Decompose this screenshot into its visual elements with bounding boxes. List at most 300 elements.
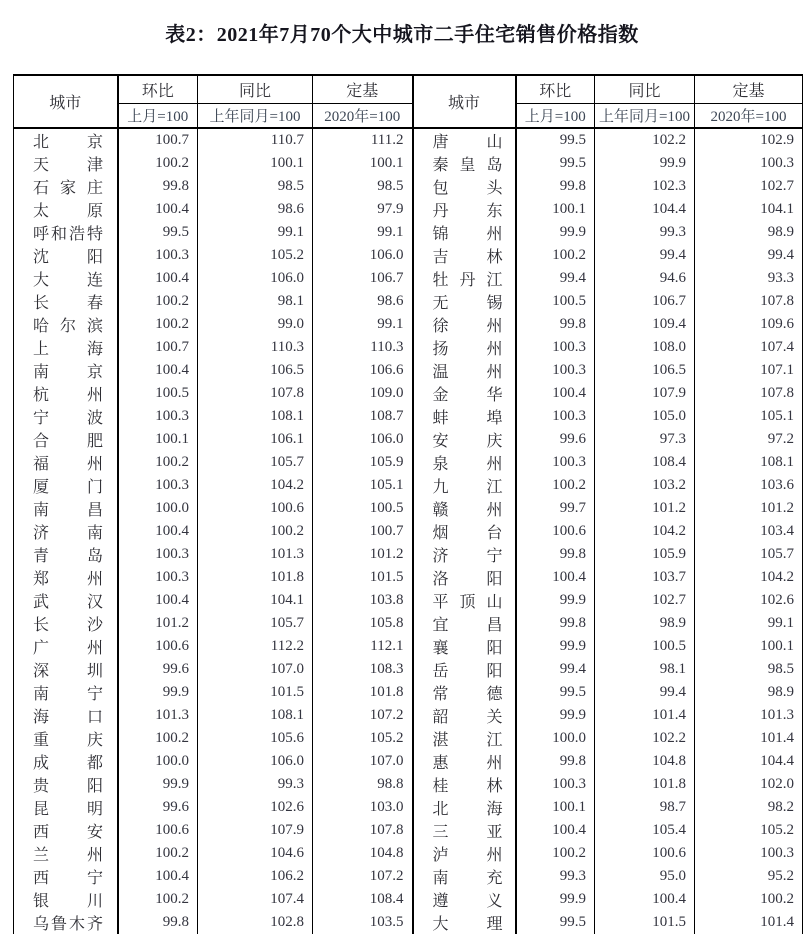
table-row [14,175,803,198]
mom-value-left: 100.3 [118,543,198,566]
city-name: 赣州 [432,502,503,519]
city-name: 石家庄 [33,180,103,197]
mom-value-right: 99.5 [516,128,595,152]
table-row [14,336,803,359]
city-name: 北京 [33,134,103,151]
city-name: 西宁 [33,870,103,887]
mom-value-right: 100.5 [516,290,595,313]
table-row [14,497,803,520]
mom-value-right: 99.8 [516,313,595,336]
mom-value-left: 100.6 [118,635,198,658]
table-row [14,681,803,704]
mom-value-left: 100.4 [118,865,198,888]
yoy-value-left: 107.0 [198,658,313,681]
city-cell-right [413,405,516,428]
city-cell-left [14,336,118,359]
mom-value-right: 99.9 [516,888,595,911]
mom-value-left: 100.2 [118,727,198,750]
base-value-right: 104.2 [760,569,794,585]
yoy-value-right: 98.7 [595,796,695,819]
city-name: 南京 [33,364,103,381]
city-cell-right [413,520,516,543]
city-cell-left [14,221,118,244]
mom-value-right: 100.4 [516,819,595,842]
base-value-right: 99.1 [767,615,794,631]
city-name: 常德 [432,686,503,703]
header-city-left: 城市 [14,75,118,128]
base-value-right: 107.4 [760,339,794,355]
city-name: 锦州 [432,226,503,243]
yoy-value-left: 106.2 [198,865,313,888]
yoy-value-left: 98.1 [198,290,313,313]
base-value-left: 107.2 [313,865,413,888]
yoy-value-right: 101.8 [595,773,695,796]
base-value-right: 100.3 [760,155,794,171]
table-header [14,75,803,128]
mom-value-right: 100.3 [516,773,595,796]
base-value-right: 102.0 [760,776,794,792]
mom-value-left: 100.2 [118,152,198,175]
table-row [14,313,803,336]
city-cell-left [14,359,118,382]
base-value-right: 105.2 [760,822,794,838]
mom-value-left: 101.2 [118,612,198,635]
base-value-left: 108.4 [313,888,413,911]
city-name: 南宁 [33,686,103,703]
yoy-value-left: 101.3 [198,543,313,566]
city-name: 桂林 [432,778,503,795]
city-cell-left [14,405,118,428]
city-cell-left [14,635,118,658]
base-value-left: 105.2 [313,727,413,750]
table-row [14,221,803,244]
subheader-base-right: 2020年=100 [695,104,803,129]
yoy-value-left: 102.6 [198,796,313,819]
mom-value-right: 99.4 [516,267,595,290]
mom-value-left: 100.2 [118,290,198,313]
mom-value-right: 99.9 [516,635,595,658]
city-cell-left [14,382,118,405]
yoy-value-left: 100.1 [198,152,313,175]
city-cell-right [413,819,516,842]
city-name: 岳阳 [432,663,503,680]
base-value-left: 106.6 [313,359,413,382]
yoy-value-right: 102.7 [595,589,695,612]
table-body [14,128,803,934]
city-cell-left [14,911,118,934]
yoy-value-left: 104.1 [198,589,313,612]
header-yoy-left: 同比 [198,75,313,104]
header-base-left: 定基 [313,75,413,104]
mom-value-right: 99.9 [516,221,595,244]
yoy-value-right: 105.9 [595,543,695,566]
city-cell-right [413,497,516,520]
base-value-right: 100.1 [760,638,794,654]
mom-value-left: 99.6 [118,796,198,819]
mom-value-left: 100.3 [118,244,198,267]
table-row [14,796,803,819]
base-value-left: 97.9 [313,198,413,221]
base-value-left: 107.0 [313,750,413,773]
base-value-right: 104.1 [760,201,794,217]
mom-value-left: 100.2 [118,313,198,336]
yoy-value-right: 100.4 [595,888,695,911]
city-name: 贵阳 [33,778,103,795]
city-name: 温州 [432,364,503,381]
mom-value-left: 100.4 [118,359,198,382]
table-row [14,888,803,911]
city-name: 天津 [33,157,103,174]
yoy-value-left: 106.5 [198,359,313,382]
city-name: 兰州 [33,847,103,864]
base-value-left: 112.1 [313,635,413,658]
yoy-value-left: 112.2 [198,635,313,658]
table-row [14,658,803,681]
header-row-1 [14,75,803,104]
city-cell-right [413,128,516,152]
city-name: 郑州 [33,571,103,588]
city-name: 济宁 [432,548,503,565]
yoy-value-right: 101.5 [595,911,695,934]
city-name: 重庆 [33,732,103,749]
mom-value-right: 99.9 [516,589,595,612]
city-cell-right [413,612,516,635]
city-cell-right [413,474,516,497]
city-name: 昆明 [33,801,103,818]
table-title: 表2：2021年7月70个大中城市二手住宅销售价格指数 [165,24,639,46]
base-value-left: 101.2 [313,543,413,566]
base-value-right: 98.9 [767,684,794,700]
city-name: 宜昌 [432,617,503,634]
city-cell-right [413,152,516,175]
header-row-2 [14,104,803,129]
city-name: 无锡 [432,295,503,312]
mom-value-right: 99.3 [516,865,595,888]
base-value-right: 100.2 [760,891,794,907]
header-base-right: 定基 [695,75,803,104]
city-cell-right [413,543,516,566]
mom-value-right: 99.8 [516,175,595,198]
mom-value-left: 100.0 [118,750,198,773]
yoy-value-right: 94.6 [595,267,695,290]
yoy-value-right: 105.4 [595,819,695,842]
table-row [14,267,803,290]
city-cell-right [413,589,516,612]
mom-value-right: 99.8 [516,750,595,773]
yoy-value-left: 105.6 [198,727,313,750]
base-value-right: 109.6 [760,316,794,332]
mom-value-right: 100.3 [516,405,595,428]
mom-value-right: 100.3 [516,359,595,382]
city-cell-right [413,359,516,382]
base-value-left: 104.8 [313,842,413,865]
yoy-value-left: 106.1 [198,428,313,451]
mom-value-left: 99.5 [118,221,198,244]
city-cell-right [413,244,516,267]
city-cell-right [413,221,516,244]
city-name: 平顶山 [432,594,503,611]
yoy-value-right: 104.4 [595,198,695,221]
mom-value-right: 99.8 [516,543,595,566]
city-name: 安庆 [432,433,503,450]
city-cell-right [413,382,516,405]
subheader-yoy-left: 上年同月=100 [198,104,313,129]
city-name: 蚌埠 [432,410,503,427]
table-row [14,704,803,727]
city-name: 遵义 [432,893,503,910]
mom-value-left: 100.4 [118,589,198,612]
city-name: 秦皇岛 [432,157,503,174]
city-cell-left [14,520,118,543]
yoy-value-left: 99.3 [198,773,313,796]
city-cell-right [413,175,516,198]
base-value-right: 99.4 [767,247,794,263]
yoy-value-left: 105.7 [198,451,313,474]
table-row [14,819,803,842]
base-value-right: 105.1 [760,408,794,424]
city-cell-right [413,888,516,911]
table-row [14,635,803,658]
base-value-left: 108.7 [313,405,413,428]
yoy-value-right: 98.1 [595,658,695,681]
city-cell-left [14,543,118,566]
yoy-value-left: 106.0 [198,750,313,773]
mom-value-right: 100.6 [516,520,595,543]
mom-value-right: 100.1 [516,198,595,221]
mom-value-left: 100.7 [118,336,198,359]
city-cell-left [14,750,118,773]
yoy-value-left: 104.6 [198,842,313,865]
table-row [14,198,803,221]
base-value-right: 101.4 [760,914,794,930]
mom-value-left: 100.4 [118,267,198,290]
base-value-left: 101.5 [313,566,413,589]
city-name: 泸州 [432,847,503,864]
yoy-value-left: 107.9 [198,819,313,842]
city-name: 北海 [432,801,503,818]
mom-value-left: 99.8 [118,911,198,934]
yoy-value-right: 104.2 [595,520,695,543]
base-value-right: 108.1 [760,454,794,470]
yoy-value-right: 107.9 [595,382,695,405]
base-value-right: 103.4 [760,523,794,539]
yoy-value-left: 108.1 [198,704,313,727]
mom-value-left: 100.4 [118,520,198,543]
city-name: 金华 [432,387,503,404]
mom-value-left: 100.7 [118,128,198,152]
table-row [14,773,803,796]
base-value-right: 107.8 [760,385,794,401]
city-cell-right [413,911,516,934]
yoy-value-left: 99.0 [198,313,313,336]
table-row [14,152,803,175]
city-cell-right [413,313,516,336]
yoy-value-right: 101.4 [595,704,695,727]
city-name: 长春 [33,295,103,312]
yoy-value-left: 110.7 [198,128,313,152]
city-name: 西安 [33,824,103,841]
city-name: 九江 [432,479,503,496]
city-cell-right [413,451,516,474]
yoy-value-right: 108.0 [595,336,695,359]
city-name: 深圳 [33,663,103,680]
table-row [14,727,803,750]
base-value-left: 103.8 [313,589,413,612]
yoy-value-left: 105.2 [198,244,313,267]
base-value-right: 102.9 [760,132,794,148]
yoy-value-right: 103.2 [595,474,695,497]
table-row [14,842,803,865]
yoy-value-left: 100.2 [198,520,313,543]
base-value-left: 101.8 [313,681,413,704]
header-yoy-right: 同比 [595,75,695,104]
city-name: 三亚 [432,824,503,841]
header-mom-left: 环比 [118,75,198,104]
city-name: 泉州 [432,456,503,473]
city-cell-left [14,566,118,589]
city-cell-right [413,681,516,704]
yoy-value-right: 102.3 [595,175,695,198]
base-value-left: 100.1 [313,152,413,175]
table-row [14,750,803,773]
city-name: 福州 [33,456,103,473]
city-cell-left [14,267,118,290]
yoy-value-right: 105.0 [595,405,695,428]
mom-value-right: 99.5 [516,911,595,934]
table-row [14,405,803,428]
subheader-mom-left: 上月=100 [118,104,198,129]
city-cell-right [413,658,516,681]
mom-value-right: 99.9 [516,704,595,727]
city-name: 扬州 [432,341,503,358]
city-cell-left [14,152,118,175]
city-name: 徐州 [432,318,503,335]
city-name: 南充 [432,870,503,887]
mom-value-left: 100.4 [118,198,198,221]
yoy-value-right: 100.6 [595,842,695,865]
mom-value-left: 100.3 [118,474,198,497]
city-cell-left [14,773,118,796]
city-name: 包头 [432,180,503,197]
mom-value-right: 99.4 [516,658,595,681]
city-cell-right [413,796,516,819]
base-value-left: 107.8 [313,819,413,842]
city-name: 青岛 [33,548,103,565]
table-row [14,382,803,405]
city-name: 呼和浩特 [33,226,103,243]
city-name: 海口 [33,709,103,726]
base-value-right: 98.2 [767,799,794,815]
base-value-left: 105.8 [313,612,413,635]
subheader-mom-right: 上月=100 [516,104,595,129]
table-row [14,359,803,382]
base-value-right: 97.2 [767,431,794,447]
city-cell-right [413,635,516,658]
base-value-right: 101.4 [760,730,794,746]
table-row [14,451,803,474]
yoy-value-left: 99.1 [198,221,313,244]
yoy-value-right: 103.7 [595,566,695,589]
city-cell-right [413,290,516,313]
base-value-left: 106.7 [313,267,413,290]
city-name: 武汉 [33,594,103,611]
mom-value-left: 100.6 [118,819,198,842]
header-mom-right: 环比 [516,75,595,104]
base-value-right: 102.7 [760,178,794,194]
city-cell-left [14,589,118,612]
mom-value-right: 100.2 [516,842,595,865]
base-value-left: 105.1 [313,474,413,497]
city-cell-left [14,888,118,911]
mom-value-right: 99.6 [516,428,595,451]
city-cell-left [14,290,118,313]
mom-value-right: 100.2 [516,244,595,267]
table-row [14,520,803,543]
yoy-value-left: 107.4 [198,888,313,911]
table-row [14,543,803,566]
mom-value-left: 101.3 [118,704,198,727]
base-value-right: 101.2 [760,500,794,516]
city-cell-right [413,704,516,727]
base-value-left: 109.0 [313,382,413,405]
base-value-right: 98.9 [767,224,794,240]
yoy-value-right: 98.9 [595,612,695,635]
mom-value-left: 100.2 [118,888,198,911]
table-row [14,428,803,451]
city-cell-right [413,198,516,221]
yoy-value-left: 100.6 [198,497,313,520]
mom-value-right: 99.7 [516,497,595,520]
mom-value-right: 100.4 [516,382,595,405]
base-value-left: 106.0 [313,428,413,451]
city-cell-left [14,428,118,451]
city-cell-left [14,681,118,704]
table-row [14,865,803,888]
city-name: 丹东 [432,203,503,220]
base-value-left: 98.5 [313,175,413,198]
base-value-right: 98.5 [767,661,794,677]
city-cell-right [413,842,516,865]
city-cell-right [413,773,516,796]
base-value-left: 98.8 [313,773,413,796]
base-value-right: 103.6 [760,477,794,493]
mom-value-left: 100.2 [118,842,198,865]
base-value-right: 101.3 [760,707,794,723]
city-name: 韶关 [432,709,503,726]
mom-value-left: 100.3 [118,566,198,589]
mom-value-left: 100.2 [118,451,198,474]
mom-value-right: 100.4 [516,566,595,589]
yoy-value-right: 102.2 [595,128,695,152]
subheader-base-left: 2020年=100 [313,104,413,129]
city-cell-right [413,865,516,888]
table-row [14,911,803,934]
city-name: 湛江 [432,732,503,749]
yoy-value-right: 99.3 [595,221,695,244]
city-name: 洛阳 [432,571,503,588]
mom-value-right: 99.5 [516,152,595,175]
base-value-right: 95.2 [767,868,794,884]
mom-value-right: 99.5 [516,681,595,704]
city-cell-left [14,612,118,635]
table-row [14,128,803,152]
city-name: 厦门 [33,479,103,496]
city-name: 大连 [33,272,103,289]
city-cell-left [14,819,118,842]
yoy-value-right: 106.7 [595,290,695,313]
yoy-value-right: 109.4 [595,313,695,336]
base-value-left: 100.5 [313,497,413,520]
